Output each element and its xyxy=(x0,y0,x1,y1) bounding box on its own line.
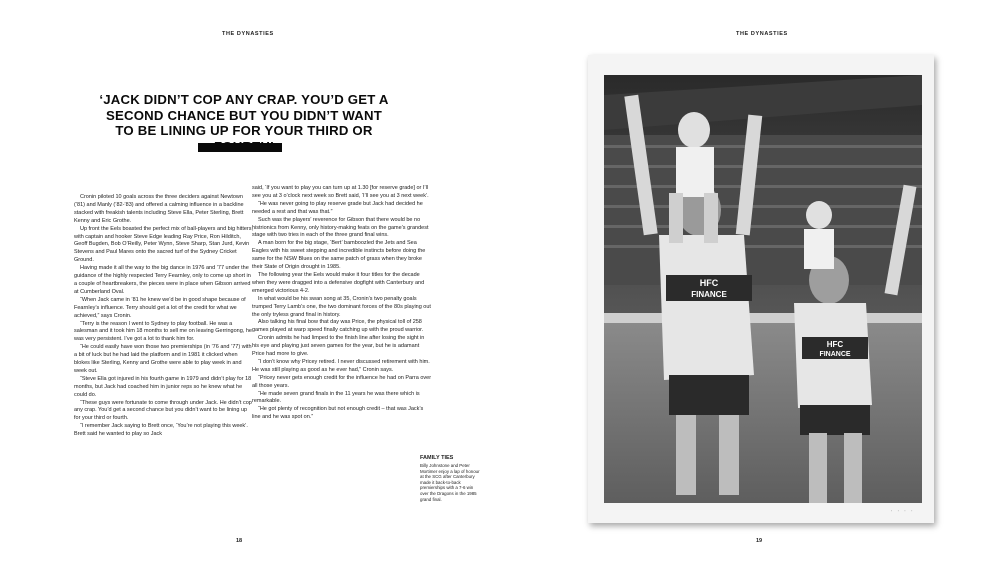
body-column-1 xyxy=(74,194,254,439)
pull-quote: ‘JACK DIDN’T COP ANY CRAP. YOU’D GET A SECOND CHANCE BUT YOU DIDN’T WANT TO BE LINING UP FOR YOUR THIRD OR xyxy=(99,92,389,138)
paragraph: said, ‘If you want to play you can turn up at 1.30 [for reserve grade] or I’ll see you at 3 o’clock next week so Brett said, ‘I’ll see you at 3 next week’. xyxy=(252,185,429,199)
page-number: 18 xyxy=(236,538,243,544)
paragraph: “He was never going to play reserve grade but Jack had decided he needed a rest and that was that.” xyxy=(252,200,423,215)
paragraph: A man born for the big stage, ‘Bert’ bamboozled the Jets and Sea Eagles with his sweet stepping and incredible instincts before doing the same for the NSW Blues on the same patch of grass when they broke their State of Origin drought in 1985. xyxy=(252,240,426,271)
photo-mark: · · · · xyxy=(890,510,914,514)
photo-illustration xyxy=(604,75,922,503)
photo-print-frame xyxy=(588,55,934,523)
svg-text:HFC: HFC xyxy=(826,340,844,349)
paragraph: “These guys were fortunate to come through under Jack. He didn’t cop any crap. You’d get a second chance but you didn’t want to be lining up for your third or fourth. xyxy=(74,399,252,422)
paragraph: “Steve Ella got injured in his fourth game in 1979 and didn’t play for 18 months, but Jack had coached him in junior reps so he knew what he could do. xyxy=(74,375,252,398)
paragraph: “Pricey never gets enough credit for the influence he had on Parra over all those years. xyxy=(252,374,432,389)
paragraph: “I remember Jack saying to Brett once, ‘You’re not playing this week’. Brett said he wanted to play so Jack xyxy=(74,423,248,438)
caption-text: Billy Johnstone and Peter Mortimer enjoy a lap of honour at the SCG after Canterbury made it back-to-back premierships with a 7-6 win over the Dragons in the 1985 grand final. xyxy=(420,463,480,502)
photo-caption xyxy=(420,455,482,502)
paragraph: Cronin admits he had limped to the finish line after losing the sight in his eye and playing just seven games for the year, but he is adamant Price had more to give. xyxy=(252,335,425,358)
section-label: THE DYNASTIES xyxy=(736,31,788,37)
paragraph: “When Jack came in ’81 he knew we’d be in good shape because of Fearnley’s influence. Terry should get a lot of the credit for what we achieved,” says Cronin. xyxy=(74,296,246,319)
paragraph: Having made it all the way to the big dance in 1976 and ’77 under the guidance of the highly respected Terry Fearnley, only to come up short in a couple of heartbreakers, the pieces were in place when Gibson arrived at Cumberland Oval. xyxy=(74,265,251,295)
paragraph: Up front the Eels boasted the perfect mix of ball-players and big hitters, with captain and hooker Steve Edge leading Ray Price, Ron Hilditch, Geoff Bugden, Bob O’Reilly, Peter Wynn, Steve Sharp, Stan Jurd, Kevin Stevens and Paul Mares onto the sacred turf of the Sydney Cricket Ground. xyxy=(74,225,254,264)
body-column-2 xyxy=(252,185,432,422)
paragraph: “Terry is the reason I went to Sydney to play football. He was a salesman and it took him 18 months to sell me on leaving Gerringong, he was very persistent. I’ve got a lot to thank him for. xyxy=(74,320,252,343)
svg-text:FINANCE: FINANCE xyxy=(691,290,727,299)
caption-title: FAMILY TIES xyxy=(420,455,454,461)
paragraph: “He made seven grand finals in the 11 years he was there which is remarkable. xyxy=(252,390,420,405)
paragraph: Cronin piloted 10 goals across the three deciders against Newtown (’81) and Manly (’82-’83) and offered a calming influence in a backline stacked with freakish talents including Steve Ella, Peter Sterling, Brett Kenny and Eric Grothe. xyxy=(74,194,244,224)
paragraph: “I don’t know why Pricey retired. I never discussed retirement with him. He was still playing as good as he ever had,” Cronin says. xyxy=(252,358,430,373)
grand-final-photo xyxy=(604,75,922,503)
paragraph: The following year the Eels would make it four titles for the decade when they were dragged into a defensive dogfight with Canterbury and emerged victorious 4-2. xyxy=(252,271,425,294)
svg-text:HFC: HFC xyxy=(699,278,719,288)
paragraph: Also talking his final bow that day was Price, the physical toll of 258 games played at warp speed finally catching up with the proud warrior. xyxy=(252,319,424,334)
page-number: 19 xyxy=(756,538,763,544)
svg-text:FINANCE: FINANCE xyxy=(819,351,851,358)
quote-divider-bar xyxy=(198,143,282,152)
paragraph: In what would be his swan song at 35, Cronin’s two penalty goals trumped Terry Lamb’s one, the two dominant forces of the 80s playing out the only tryless grand final in history. xyxy=(252,295,431,318)
section-label: THE DYNASTIES xyxy=(222,31,274,37)
paragraph: Such was the players’ reverence for Gibson that there would be no histrionics from Kenny, only history-making feats on the game’s grandest stage with two tries in each of the three grand final wins. xyxy=(252,216,429,239)
paragraph: “He could easily have won those two premierships (in ’76 and ’77) with a bit of luck but he had laid the platform and in 1981 it clicked when blokes like Sterling, Kenny and Grothe were able to play week in and week out. xyxy=(74,344,252,374)
paragraph: “He got plenty of recognition but not enough credit – that was Jack’s line and he was spot on.” xyxy=(252,406,424,421)
right-page xyxy=(500,0,1000,580)
